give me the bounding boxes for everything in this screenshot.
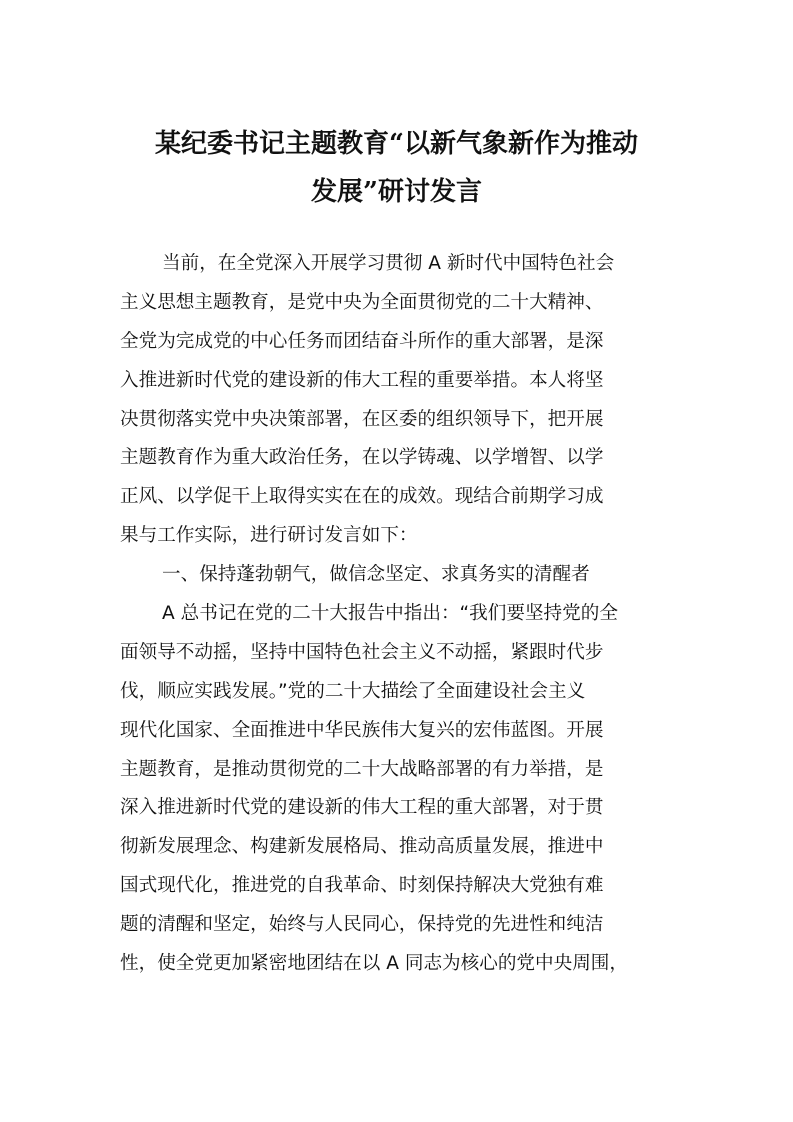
title-line-1: 某纪委书记主题教育“以新气象新作为推动 [155,129,638,159]
body-text-line: 面领导不动摇，坚持中国特色社会主义不动摇，紧跟时代步 [120,641,604,663]
body-text-line: 深入推进新时代党的建设新的伟大工程的重大部署，对于贯 [120,797,604,819]
body-text-line: 全党为完成党的中心任务而团结奋斗所作的重大部署，是深 [120,330,604,352]
body-text-line: 主题教育，是推动贯彻党的二十大战略部署的有力举措，是 [120,758,604,780]
body-text-line: 彻新发展理念、构建新发展格局、推动高质量发展，推进中 [120,836,604,858]
body-text-line: 主题教育作为重大政治任务，在以学铸魂、以学增智、以学 [120,447,604,469]
body-text-line: 决贯彻落实党中央决策部署，在区委的组织领导下，把开展 [120,408,604,430]
body-text-line: 入推进新时代党的建设新的伟大工程的重要举措。本人将坚 [120,369,604,391]
body-text-line: 一、保持蓬勃朝气，做信念坚定、求真务实的清醒者 [162,564,590,586]
document-body [120,245,675,984]
body-text-line: A 总书记在党的二十大报告中指出：“我们要坚持党的全 [162,603,618,625]
body-text-line: 题的清醒和坚定，始终与人民同心，保持党的先进性和纯洁 [120,914,604,936]
title-line-2: 发展”研讨发言 [311,177,482,207]
body-text-line: 当前，在全党深入开展学习贯彻 A 新时代中国特色社会 [162,253,615,274]
body-text-line: 性，使全党更加紧密地团结在以 A 同志为核心的党中央周围， [120,953,628,975]
body-text-line: 正风、以学促干上取得实实在在的成效。现结合前期学习成 [120,486,604,508]
body-text-line: 国式现代化，推进党的自我革命、时刻保持解决大党独有难 [120,875,604,897]
body-text-line: 现代化国家、全面推进中华民族伟大复兴的宏伟蓝图。开展 [120,719,604,741]
body-text-line: 伐，顺应实践发展。”党的二十大描绘了全面建设社会主义 [120,680,586,702]
body-text-line: 主义思想主题教育，是党中央为全面贯彻党的二十大精神、 [120,291,604,313]
document-title [100,120,693,216]
body-text-line: 果与工作实际，进行研讨发言如下： [120,525,418,547]
